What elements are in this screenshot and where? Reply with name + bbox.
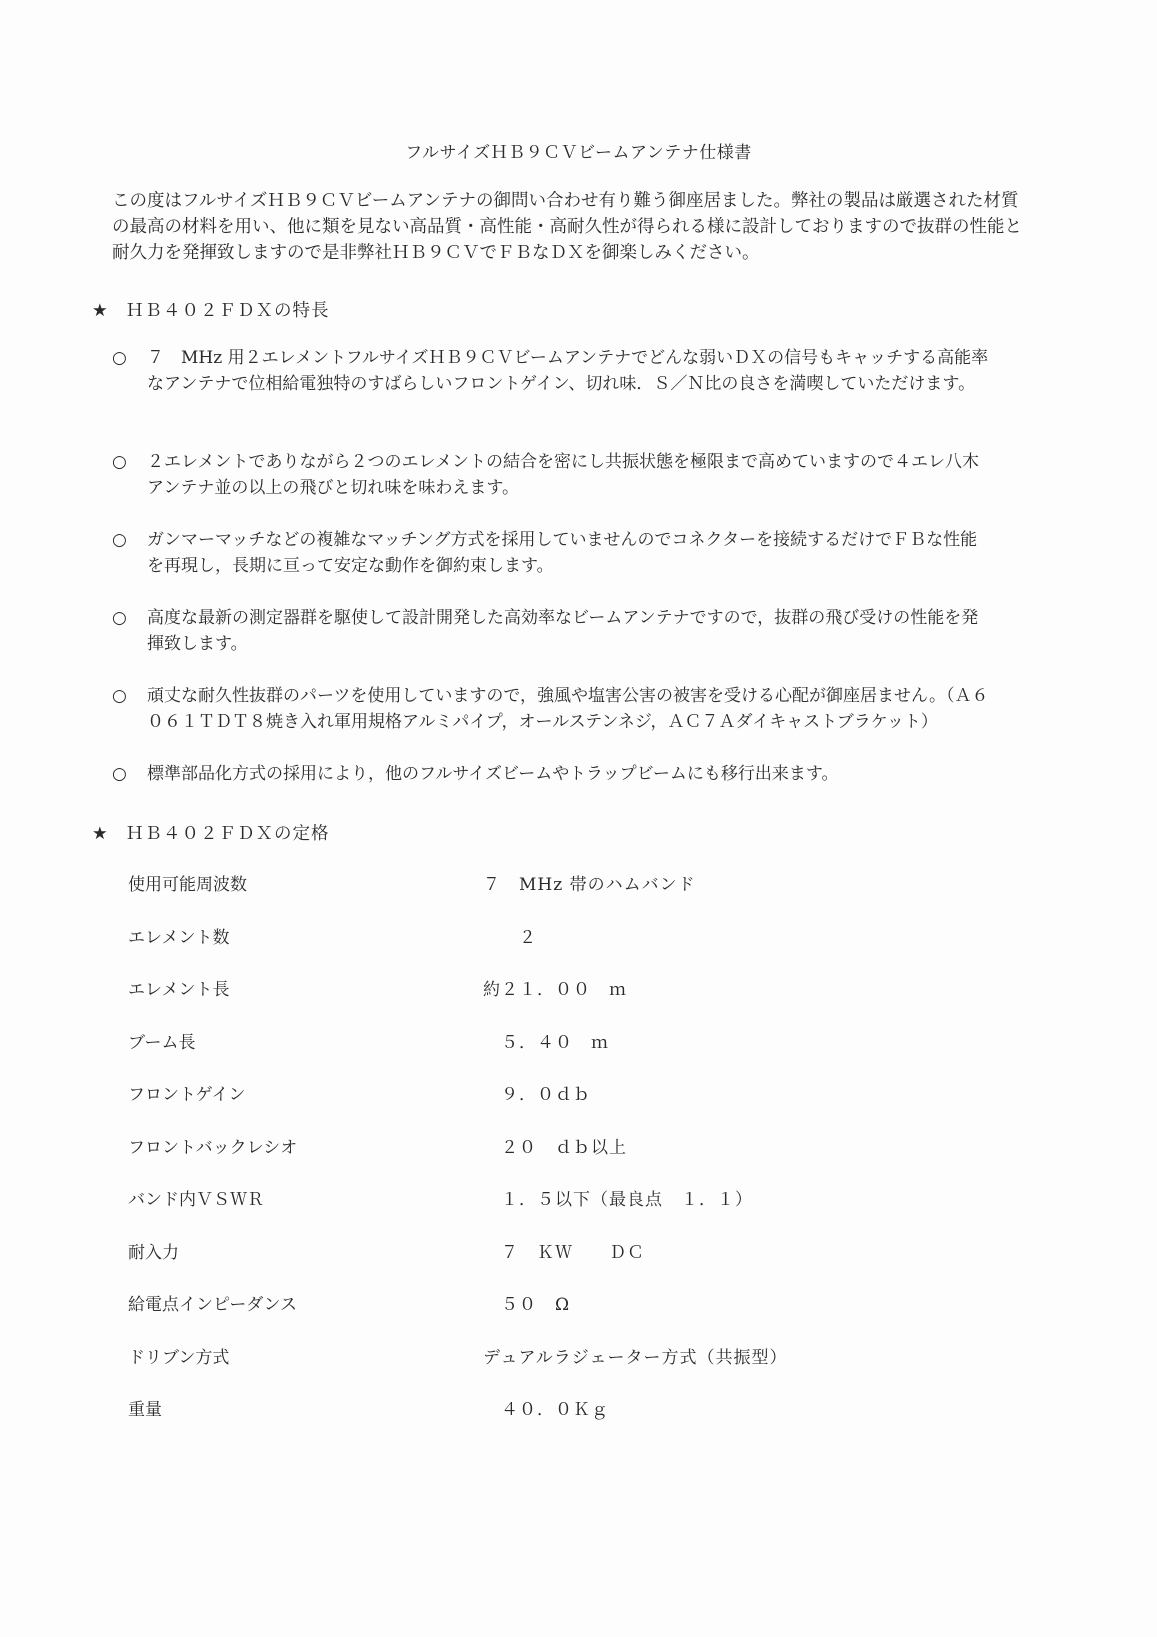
feature-text: 標準部品化方式の採用により，他のフルサイズビームやトラップビームにも移行出来ます。: [147, 764, 839, 784]
feature-item: [112, 345, 992, 449]
spec-row: [128, 923, 888, 976]
feature-item: [112, 605, 992, 683]
features-list: [112, 345, 992, 813]
spec-label: ブーム長: [128, 1032, 196, 1053]
circle-bullet-icon: ○: [112, 348, 127, 368]
spec-row: [128, 1395, 888, 1448]
spec-row: [128, 1028, 888, 1081]
spec-label: 使用可能周波数: [128, 875, 247, 895]
spec-label: エレメント長: [128, 980, 230, 1000]
feature-text: ガンマーマッチなどの複雑なマッチング方式を採用していませんのでコネクターを接続するだけでＦＢな性能を再現し，長期に亘って安定な動作を御約束します。: [147, 530, 978, 576]
spec-label: フロントゲイン: [128, 1085, 246, 1105]
circle-bullet-icon: ○: [112, 764, 127, 784]
spec-label: フロントバックレシオ: [128, 1137, 298, 1158]
spec-label: 重量: [128, 1400, 162, 1420]
spec-row: [128, 1290, 888, 1343]
circle-bullet-icon: ○: [112, 686, 127, 706]
feature-text: ２エレメントでありながら２つのエレメントの結合を密にし共振状態を極限まで高めていますので４エレ八木アンテナ並の以上の飛びと切れ味を味わえます。: [147, 452, 979, 498]
spec-label: バンド内ＶＳＷＲ: [128, 1190, 264, 1210]
feature-item: [112, 449, 992, 527]
features-heading: [92, 297, 330, 322]
spec-label: 耐入力: [128, 1242, 179, 1263]
spec-row: [128, 870, 888, 923]
circle-bullet-icon: ○: [112, 608, 127, 628]
intro-paragraph: この度はフルサイズＨＢ９ＣＶビームアンテナの御問い合わせ有り難う御座居ました。弊社の製品は厳選された材質の最高の材料を用い、他に類を見ない高品質・高性能・高耐久性が得られる様に設計しておりますので抜群の性能と耐久力を発揮致しますので是非弊社ＨＢ９ＣＶでＦＢなＤＸを御楽しみください。: [112, 191, 1022, 263]
circle-bullet-icon: ○: [112, 530, 127, 550]
spec-value: ５０ Ω: [483, 1295, 571, 1315]
specs-table: [128, 870, 888, 1448]
feature-item: [112, 527, 992, 605]
spec-value: ２: [483, 927, 537, 948]
spec-value: ９．０ｄｂ: [483, 1085, 591, 1105]
feature-text: 高度な最新の測定器群を駆使して設計開発した高効率なビームアンテナですので，抜群の飛び受けの性能を発揮致します。: [147, 608, 979, 654]
spec-row: [128, 1133, 888, 1186]
spec-label: ドリブン方式: [128, 1347, 230, 1368]
spec-label: 給電点インピーダンス: [128, 1295, 297, 1315]
spec-value: ２０ ｄｂ以上: [483, 1137, 627, 1158]
spec-row: [128, 975, 888, 1028]
spec-row: [128, 1343, 888, 1396]
feature-item: [112, 683, 992, 761]
star-icon: ★: [92, 824, 109, 844]
spec-value: ４０．０Ｋｇ: [483, 1400, 609, 1420]
star-icon: ★: [92, 301, 109, 321]
spec-value: 約２１．００ ｍ: [483, 980, 627, 1000]
spec-value: デュアルラジェーター方式（共振型）: [483, 1347, 788, 1368]
features-heading-text: ＨＢ４０２ＦＤＸの特長: [126, 301, 330, 321]
spec-value: １．５以下（最良点 １．１）: [483, 1190, 753, 1210]
spec-label: エレメント数: [128, 927, 230, 948]
spec-row: [128, 1080, 888, 1133]
spec-value: ７ ＫＷ ＤＣ: [483, 1242, 645, 1263]
specs-heading: [92, 820, 330, 845]
circle-bullet-icon: ○: [112, 452, 127, 472]
feature-text: ７ MHz 用２エレメントフルサイズＨＢ９ＣＶビームアンテナでどんな弱いＤＸの信号もキャッチする高能率なアンテナで位相給電独特のすばらしいフロントゲイン、切れ味．Ｓ／Ｎ比の良さを満喫していただけます。: [147, 348, 989, 394]
feature-item: [112, 761, 992, 813]
specs-heading-text: ＨＢ４０２ＦＤＸの定格: [126, 824, 330, 844]
spec-row: [128, 1238, 888, 1291]
spec-row: [128, 1185, 888, 1238]
spec-value: ５．４０ ｍ: [483, 1032, 609, 1053]
spec-value: ７ MHz 帯のハムバンド: [483, 875, 696, 895]
document-title: フルサイズＨＢ９ＣＶビームアンテナ仕様書: [405, 143, 752, 163]
feature-text: 頑丈な耐久性抜群のパーツを使用していますので，強風や塩害公害の被害を受ける心配が御座居ません。（Ａ６０６１ＴＤＴ８焼き入れ軍用規格アルミパイプ，オールステンネジ，ＡＣ７Ａダイキャストブラケット）: [147, 686, 989, 732]
